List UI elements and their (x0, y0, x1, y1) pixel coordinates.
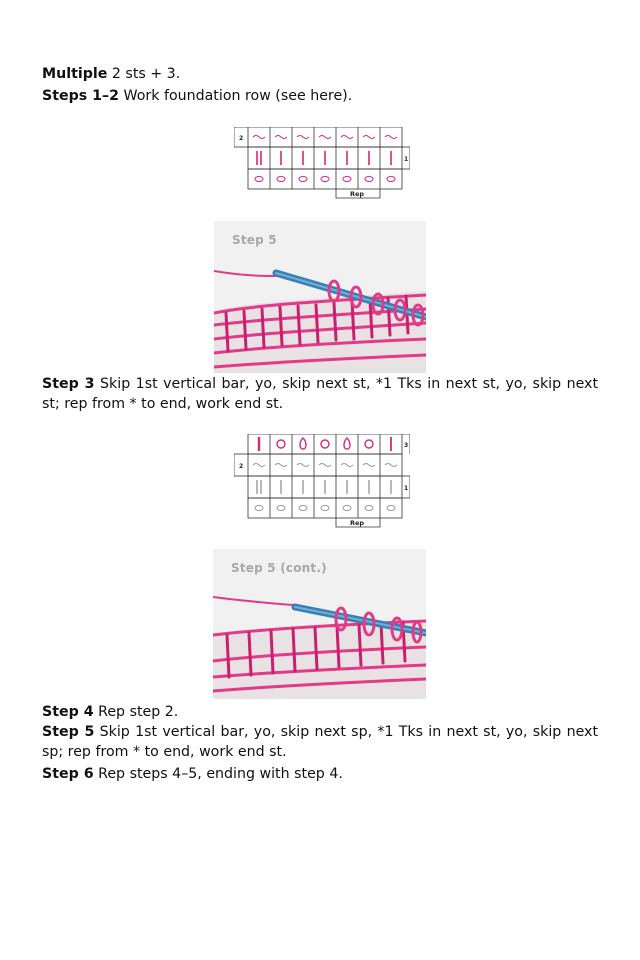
step-5-label: Step 5 (42, 724, 95, 740)
step-5-cont-photo (213, 549, 426, 699)
chart2-row-label-1: 1 (404, 485, 409, 492)
step-3-label: Step 3 (42, 376, 95, 392)
chart2-rep-label: Rep (350, 519, 365, 527)
steps-1-2-label: Steps 1–2 (42, 88, 119, 104)
step-5-cont-photo-caption: Step 5 (cont.) (231, 561, 327, 575)
step-3-paragraph (42, 374, 598, 414)
step-6-line (42, 764, 343, 784)
step-5-photo (214, 221, 426, 373)
chart1-row-label-2: 2 (239, 135, 244, 142)
steps-1-2-line (42, 86, 352, 106)
step-5-paragraph (42, 722, 598, 762)
steps-1-2-text: Work foundation row (see here). (123, 88, 353, 104)
chart1-row-label-1: 1 (404, 156, 409, 163)
stitch-chart-rows-1-3 (234, 434, 410, 528)
step-3-text: Skip 1st vertical bar, yo, skip next st, *1 Tks in next st, yo, skip next st; rep from * to end, work end st. (42, 376, 599, 412)
step-6-label: Step 6 (42, 766, 94, 782)
step-5-photo-caption: Step 5 (232, 233, 277, 247)
step-6-text: Rep steps 4–5, ending with step 4. (98, 766, 343, 782)
step-5-text: Skip 1st vertical bar, yo, skip next sp, *1 Tks in next st, yo, skip next sp; rep from * to end, work end st. (42, 724, 599, 760)
stitch-chart-rows-1-2 (234, 127, 410, 199)
step-4-label: Step 4 (42, 704, 94, 720)
step-4-line (42, 702, 178, 722)
step-4-text: Rep step 2. (98, 704, 179, 720)
chart2-row-label-2: 2 (239, 463, 244, 470)
multiple-text: 2 sts + 3. (111, 66, 181, 82)
chart1-rep-label: Rep (350, 190, 365, 198)
chart2-row-label-3: 3 (404, 442, 409, 449)
multiple-line (42, 64, 180, 84)
multiple-label: Multiple (42, 66, 108, 82)
